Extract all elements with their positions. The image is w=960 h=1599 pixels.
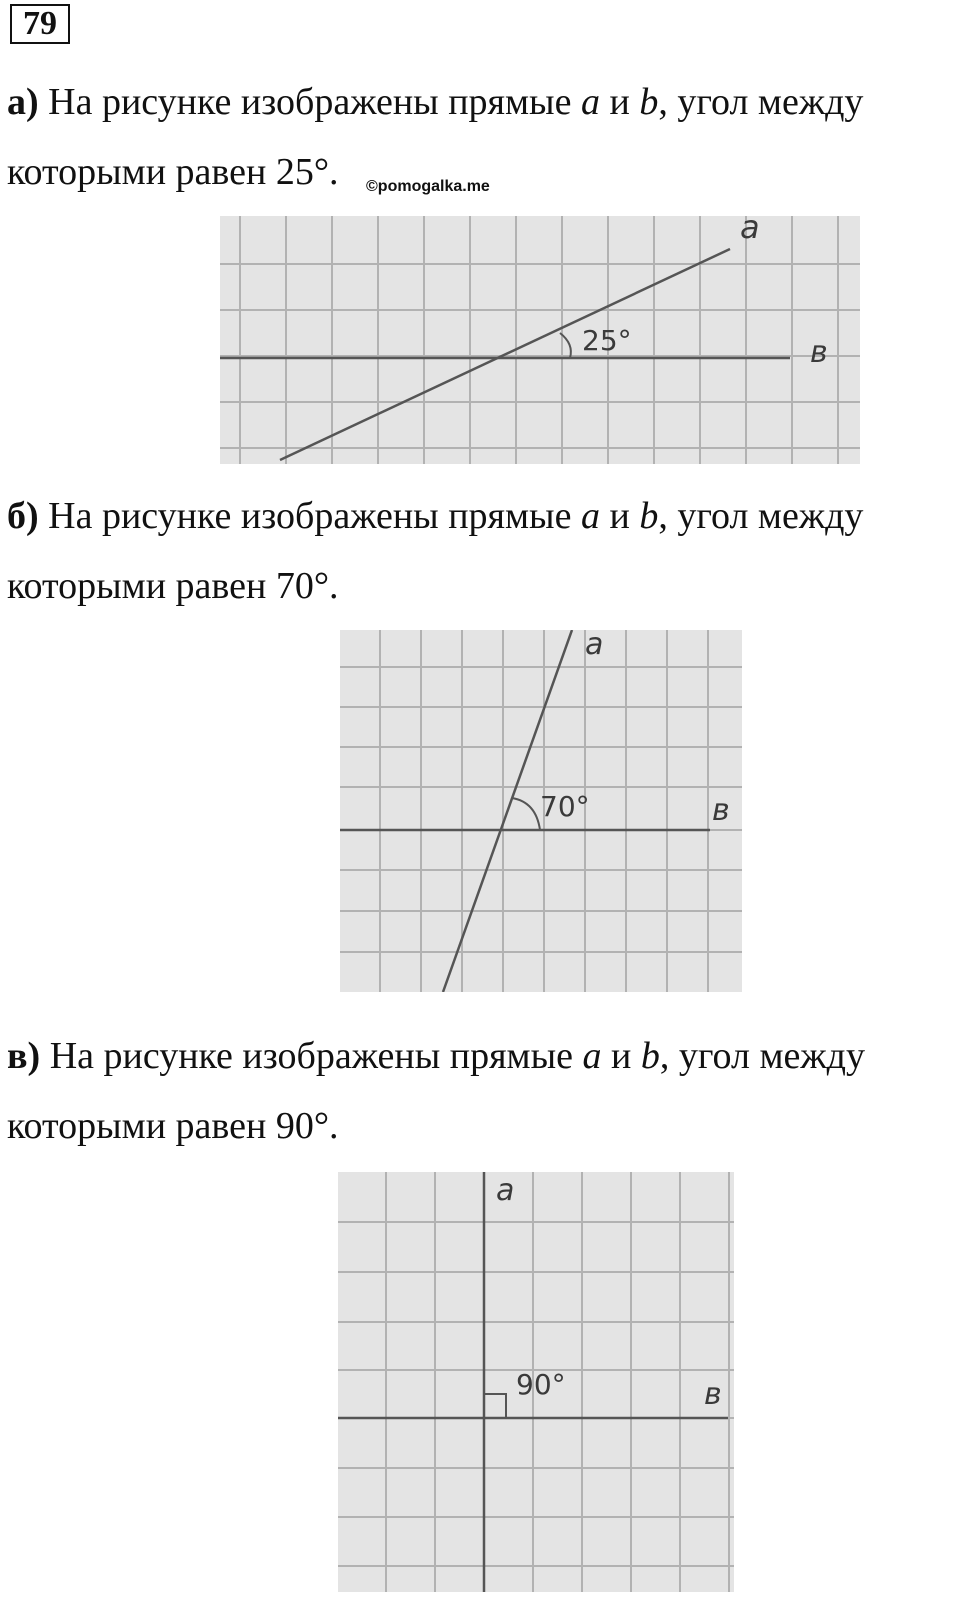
part-a-line1 <box>7 80 863 124</box>
part-b-var-b: b <box>639 495 659 537</box>
figure-c <box>338 1172 734 1592</box>
line-label-a-fig-c: a <box>496 1173 515 1208</box>
line-label-b-fig-c: в <box>704 1377 722 1412</box>
part-a-label: а) <box>7 81 39 123</box>
part-c-text: На рисунке изображены прямые <box>49 1035 573 1077</box>
part-a-conj: и <box>609 81 630 123</box>
line-label-a-fig-b: a <box>585 630 604 662</box>
figure-a <box>220 216 860 464</box>
angle-label-b: 70° <box>540 790 590 823</box>
part-b-text-after: , угол между <box>658 495 864 537</box>
figure-b <box>340 630 742 992</box>
part-c-var-b: b <box>640 1035 660 1077</box>
part-b-line1 <box>7 494 863 538</box>
part-c-text-after: , угол между <box>659 1035 865 1077</box>
part-a-var-a: a <box>580 81 600 123</box>
part-a-text-after: , угол между <box>658 81 864 123</box>
part-c-conj: и <box>611 1035 632 1077</box>
problem-number: 79 <box>10 4 70 44</box>
part-a-var-b: b <box>639 81 659 123</box>
line-label-b-fig-b: в <box>712 793 730 828</box>
part-b-label: б) <box>7 495 39 537</box>
angle-label-c: 90° <box>516 1368 566 1401</box>
part-a-line2: которыми равен 25°. <box>7 151 339 193</box>
line-label-a-fig-a: a <box>740 216 760 246</box>
part-c-line2: которыми равен 90°. <box>7 1105 339 1147</box>
line-label-b-fig-a: в <box>810 335 828 370</box>
part-b-line2: которыми равен 70°. <box>7 565 339 607</box>
part-a-text: На рисунке изображены прямые <box>48 81 572 123</box>
angle-label-a: 25° <box>582 324 632 357</box>
part-c-var-a: a <box>582 1035 602 1077</box>
part-b-var-a: a <box>580 495 600 537</box>
part-c-line1 <box>7 1034 865 1078</box>
part-b-conj: и <box>609 495 630 537</box>
part-c-label: в) <box>7 1035 41 1077</box>
watermark: ©pomogalka.me <box>366 178 490 195</box>
part-b-text: На рисунке изображены прямые <box>48 495 572 537</box>
